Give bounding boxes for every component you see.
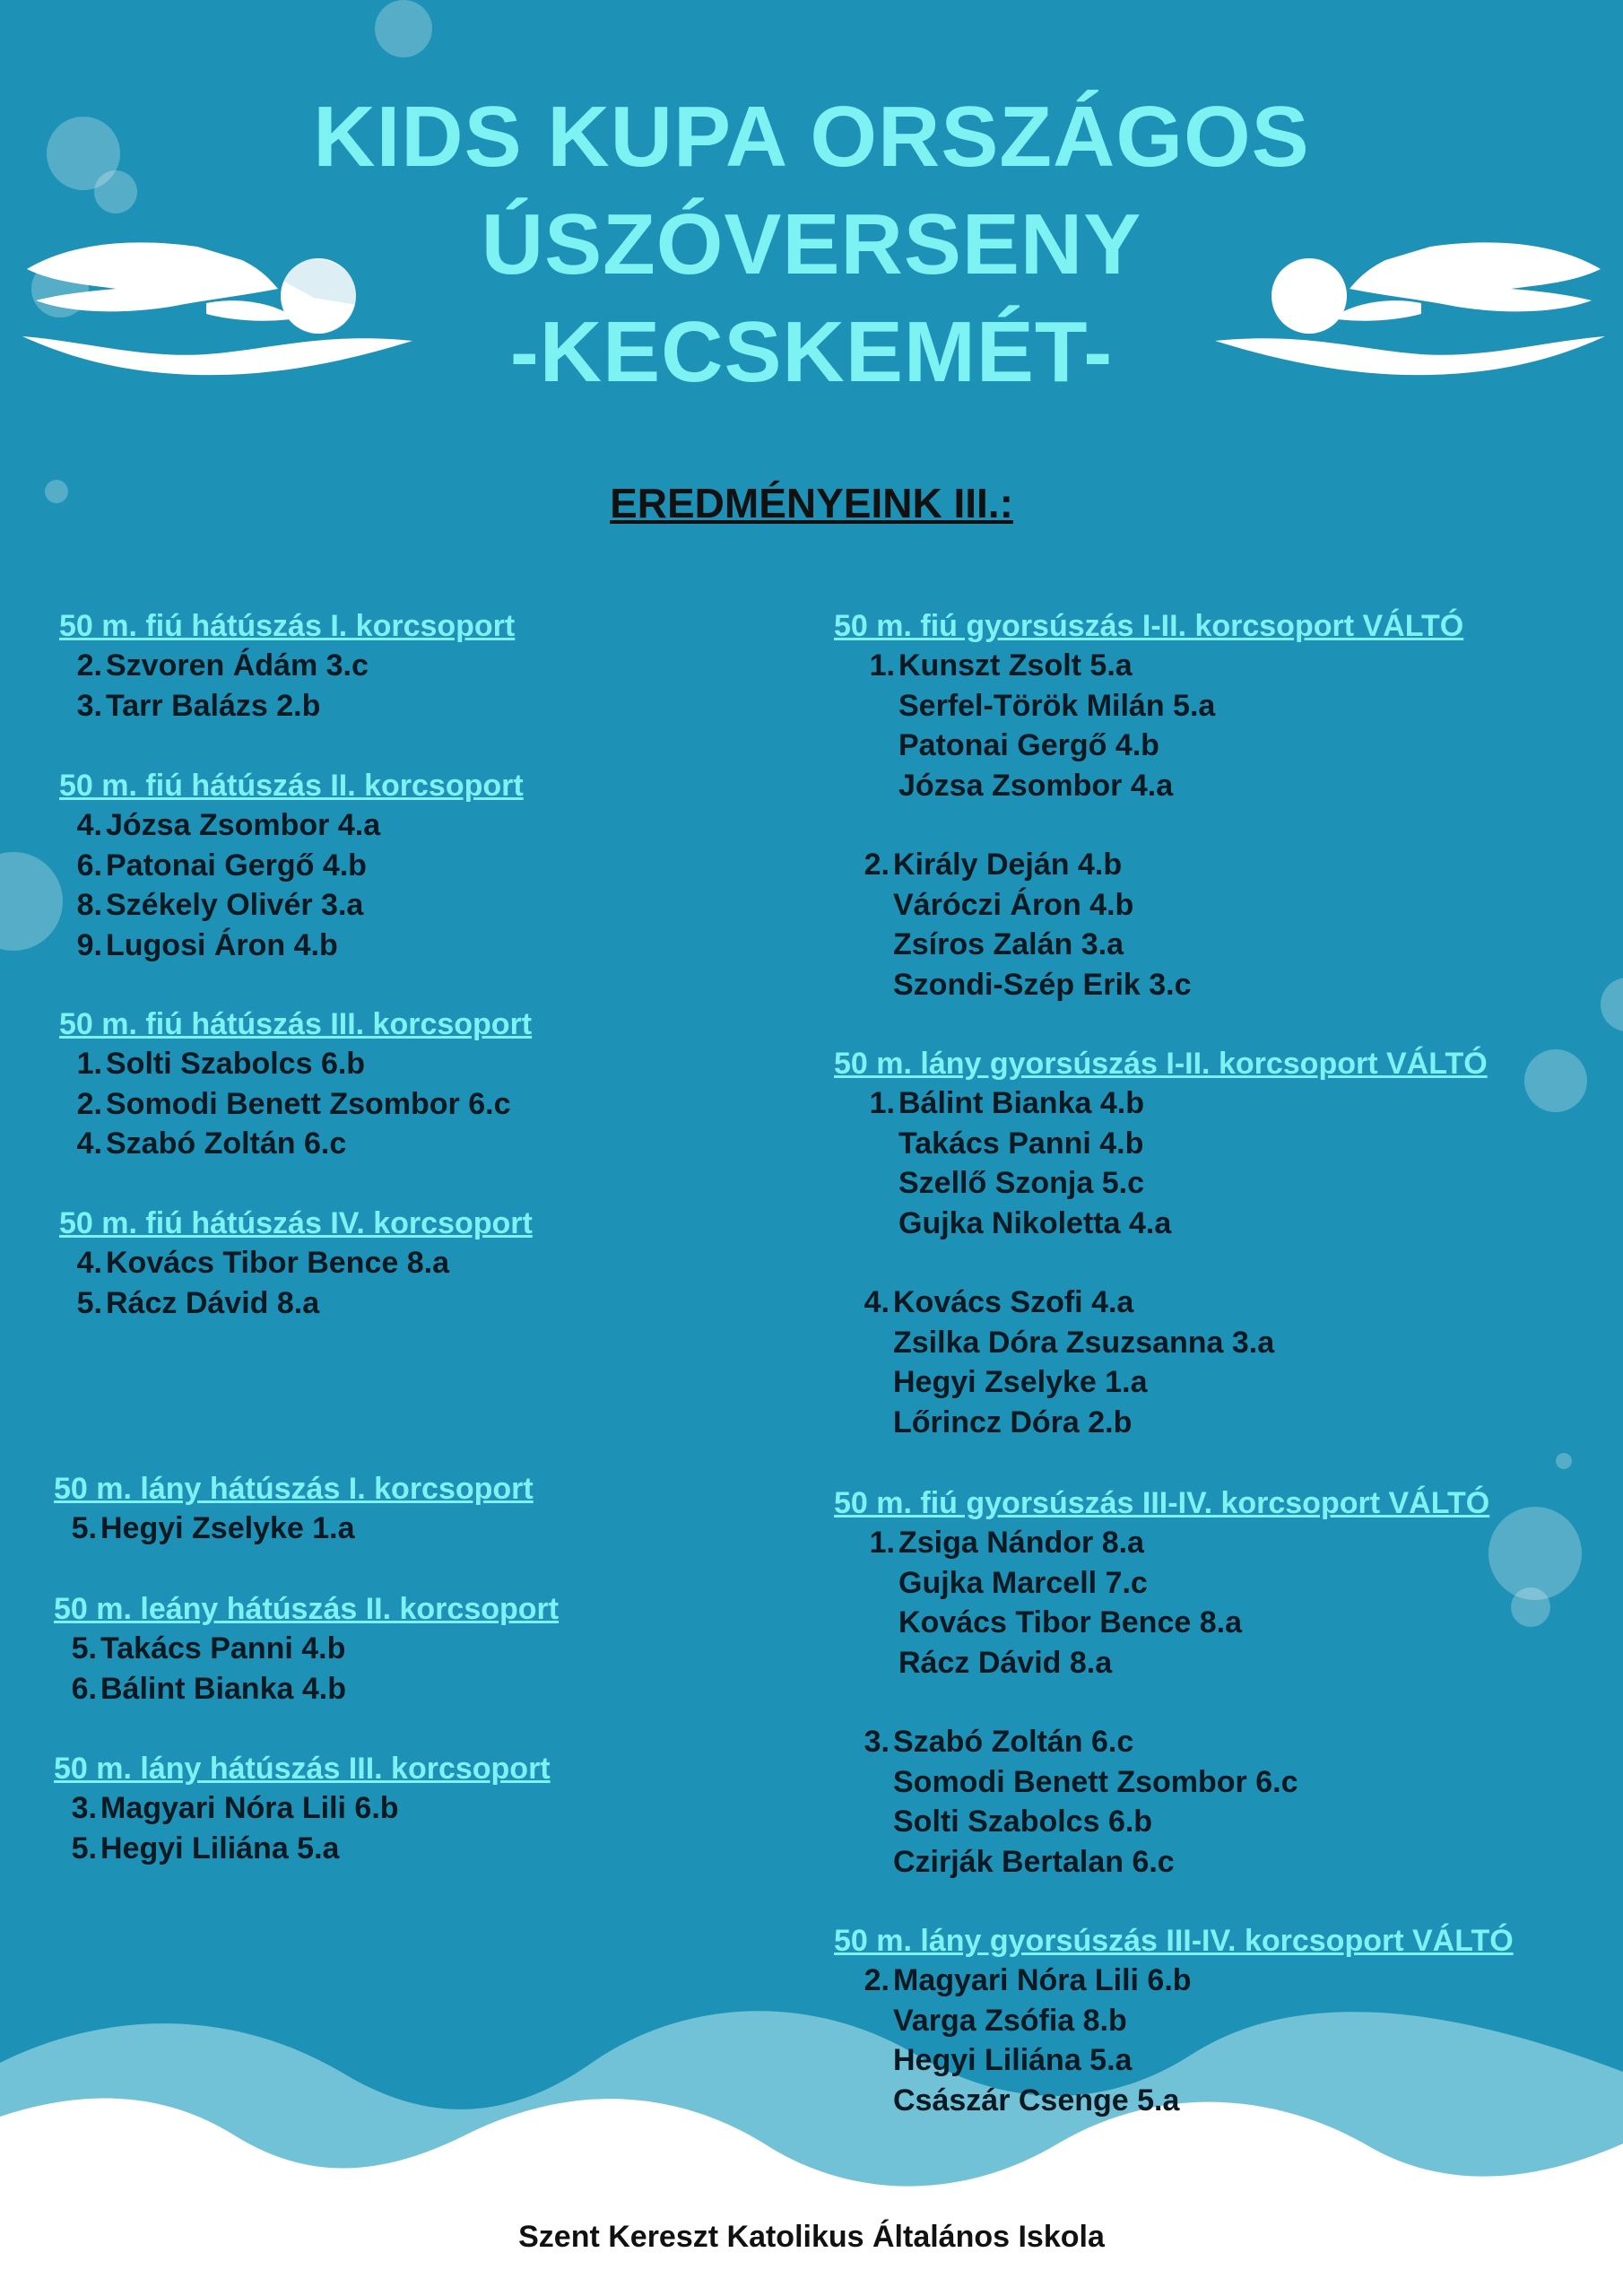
result-entry: 5. Hegyi Zselyke 1.a bbox=[71, 1511, 355, 1545]
relay-team bbox=[834, 1722, 1489, 1882]
event-heading: 50 m. fiú gyorsúszás III-IV. korcsoport VÁLTÓ bbox=[834, 1486, 1490, 1520]
event-heading: 50 m. fiú hátúszás IV. korcsoport bbox=[59, 1206, 533, 1240]
relay-group bbox=[834, 1483, 1489, 1882]
result-group bbox=[59, 1204, 533, 1323]
relay-team bbox=[834, 1523, 1489, 1683]
relay-team bbox=[834, 646, 1463, 805]
result-group bbox=[59, 606, 515, 726]
result-entry: Lőrincz Dóra 2.b bbox=[893, 1405, 1133, 1439]
result-entry: Váróczi Áron 4.b bbox=[893, 887, 1134, 922]
result-group bbox=[54, 1749, 551, 1868]
result-entry: Rácz Dávid 8.a bbox=[898, 1645, 1113, 1680]
result-entry: Zsíros Zalán 3.a bbox=[893, 927, 1124, 961]
result-entry: 2. Somodi Benett Zsombor 6.c bbox=[76, 1086, 511, 1121]
bubble-decoration bbox=[1488, 1507, 1582, 1600]
title-line-1: KIDS KUPA ORSZÁGOS bbox=[313, 89, 1310, 185]
bubble-decoration bbox=[0, 852, 63, 951]
result-entry: Takács Panni 4.b bbox=[898, 1126, 1144, 1161]
result-entry: Patonai Gergő 4.b bbox=[898, 728, 1159, 762]
result-entry: 1. Zsiga Nándor 8.a bbox=[869, 1526, 1144, 1560]
result-group bbox=[54, 1469, 534, 1549]
result-entry: 1. Bálint Bianka 4.b bbox=[869, 1086, 1144, 1120]
title-line-2: ÚSZÓVERSENY bbox=[481, 196, 1142, 292]
bubble-decoration bbox=[1556, 1453, 1572, 1469]
bubble-decoration bbox=[375, 0, 432, 57]
relay-group bbox=[834, 606, 1463, 1004]
result-entry: 4. Józsa Zsombor 4.a bbox=[76, 808, 381, 842]
bubble-decoration bbox=[1511, 1587, 1550, 1627]
result-group bbox=[54, 1589, 559, 1709]
result-entry: Zsilka Dóra Zsuzsanna 3.a bbox=[893, 1325, 1275, 1360]
school-name-footer: Szent Kereszt Katolikus Általános Iskola bbox=[518, 2220, 1105, 2254]
event-heading: 50 m. lány hátúszás III. korcsoport bbox=[54, 1752, 551, 1786]
event-heading: 50 m. lány gyorsúszás I-II. korcsoport VÁLTÓ bbox=[834, 1047, 1488, 1081]
result-entry: Czirják Bertalan 6.c bbox=[893, 1844, 1175, 1879]
relay-team bbox=[834, 845, 1463, 1004]
result-entry: 4. Kovács Szofi 4.a bbox=[864, 1285, 1134, 1319]
result-entry: 3. Szabó Zoltán 6.c bbox=[864, 1725, 1134, 1759]
result-entry: Hegyi Liliána 5.a bbox=[893, 2043, 1133, 2077]
result-entry: 8. Székely Olivér 3.a bbox=[76, 888, 364, 922]
relay-team bbox=[834, 1083, 1488, 1243]
relay-group bbox=[834, 1044, 1488, 1442]
relay-group bbox=[834, 1921, 1514, 2120]
event-heading: 50 m. fiú hátúszás III. korcsoport bbox=[59, 1007, 533, 1041]
title-line-3: -KECSKEMÉT- bbox=[509, 304, 1114, 400]
result-entry: 2. Király Deján 4.b bbox=[864, 848, 1123, 882]
result-entry: Császár Csenge 5.a bbox=[893, 2083, 1180, 2118]
bubble-decoration bbox=[1524, 1049, 1587, 1112]
result-group bbox=[59, 1004, 532, 1164]
result-entry: Kovács Tibor Bence 8.a bbox=[898, 1605, 1242, 1639]
result-group bbox=[59, 766, 524, 965]
result-entry: 5. Hegyi Liliána 5.a bbox=[71, 1831, 340, 1866]
result-entry: 3. Tarr Balázs 2.b bbox=[76, 688, 321, 723]
event-heading: 50 m. fiú hátúszás I. korcsoport bbox=[59, 609, 516, 643]
result-entry: Gujka Marcell 7.c bbox=[898, 1565, 1148, 1600]
result-entry: 1. Kunszt Zsolt 5.a bbox=[869, 648, 1133, 683]
result-entry: Somodi Benett Zsombor 6.c bbox=[893, 1764, 1298, 1799]
result-entry: Solti Szabolcs 6.b bbox=[893, 1805, 1153, 1839]
result-entry: 6. Bálint Bianka 4.b bbox=[71, 1671, 346, 1706]
result-entry: Szondi-Szép Erik 3.c bbox=[893, 967, 1192, 1002]
result-entry: Józsa Zsombor 4.a bbox=[898, 768, 1174, 803]
result-entry: 6. Patonai Gergő 4.b bbox=[76, 848, 367, 883]
result-entry: 4. Kovács Tibor Bence 8.a bbox=[76, 1246, 449, 1280]
result-entry: Szellő Szonja 5.c bbox=[898, 1166, 1144, 1200]
result-entry: 9. Lugosi Áron 4.b bbox=[76, 927, 338, 962]
event-heading: 50 m. fiú gyorsúszás I-II. korcsoport VÁLTÓ bbox=[834, 609, 1464, 643]
result-entry: 3. Magyari Nóra Lili 6.b bbox=[71, 1791, 399, 1825]
result-entry: 5. Rácz Dávid 8.a bbox=[76, 1285, 320, 1320]
result-entry: 5. Takács Panni 4.b bbox=[71, 1631, 346, 1665]
result-entry: Hegyi Zselyke 1.a bbox=[893, 1365, 1148, 1399]
event-heading: 50 m. leány hátúszás II. korcsoport bbox=[54, 1592, 560, 1626]
result-entry: 1. Solti Szabolcs 6.b bbox=[76, 1047, 366, 1081]
results-subtitle: EREDMÉNYEINK III.: bbox=[610, 480, 1013, 526]
relay-team bbox=[834, 1961, 1514, 2120]
result-entry: 2. Szvoren Ádám 3.c bbox=[76, 648, 369, 683]
result-entry: Serfel-Török Milán 5.a bbox=[898, 688, 1216, 723]
result-entry: Varga Zsófia 8.b bbox=[893, 2003, 1127, 2038]
result-entry: 4. Szabó Zoltán 6.c bbox=[76, 1126, 347, 1161]
event-heading: 50 m. fiú hátúszás II. korcsoport bbox=[59, 769, 524, 803]
relay-team bbox=[834, 1283, 1488, 1442]
event-heading: 50 m. lány gyorsúszás III-IV. korcsoport VÁLTÓ bbox=[834, 1924, 1514, 1958]
result-entry: Gujka Nikoletta 4.a bbox=[898, 1205, 1172, 1240]
result-entry: 2. Magyari Nóra Lili 6.b bbox=[864, 1963, 1192, 1997]
event-heading: 50 m. lány hátúszás I. korcsoport bbox=[54, 1472, 534, 1506]
bubble-decoration bbox=[1601, 978, 1623, 1031]
